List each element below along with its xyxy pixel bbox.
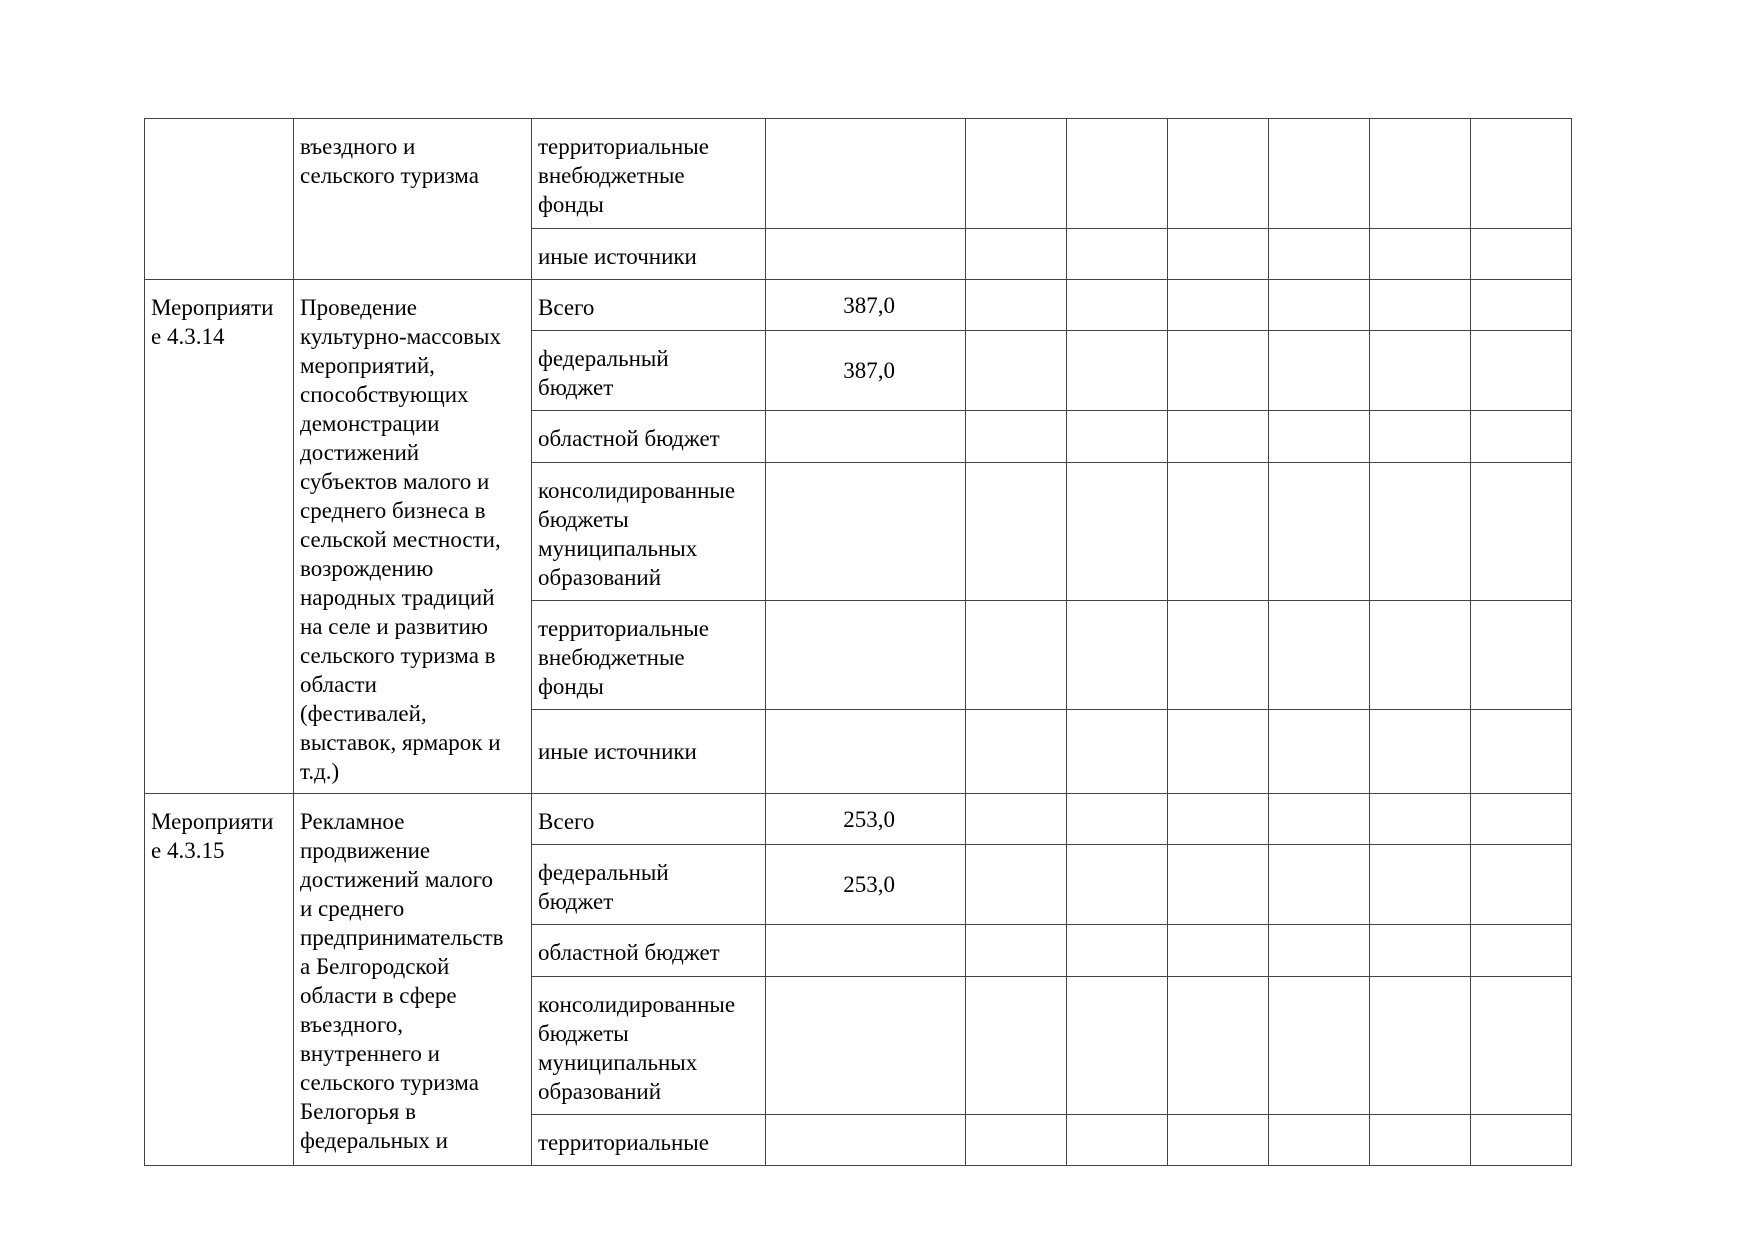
value-cell xyxy=(766,925,966,977)
year-cell xyxy=(1370,710,1471,794)
value-text: 253,0 xyxy=(843,806,895,832)
year-cell xyxy=(1370,411,1471,463)
measure-code-cell xyxy=(145,119,294,280)
year-cell xyxy=(1067,845,1168,925)
year-cell xyxy=(1370,119,1471,229)
year-cell xyxy=(1067,977,1168,1115)
year-cell xyxy=(1067,601,1168,710)
year-cell xyxy=(1471,977,1572,1115)
year-cell xyxy=(1269,845,1370,925)
year-cell xyxy=(1269,1115,1370,1166)
year-cell xyxy=(1370,1115,1471,1166)
source-cell xyxy=(532,977,766,1115)
year-cell xyxy=(1067,794,1168,845)
year-cell xyxy=(1370,977,1471,1115)
year-cell xyxy=(1168,229,1269,280)
source-cell xyxy=(532,845,766,925)
measure-code: Мероприяти е 4.3.14 xyxy=(151,295,274,349)
measure-name-cell xyxy=(294,280,532,794)
year-cell xyxy=(1269,331,1370,411)
year-cell xyxy=(1168,411,1269,463)
year-cell xyxy=(1168,119,1269,229)
year-cell xyxy=(1168,710,1269,794)
year-cell xyxy=(1370,601,1471,710)
source-label: областной бюджет xyxy=(538,426,720,451)
year-cell xyxy=(1269,229,1370,280)
year-cell xyxy=(1269,463,1370,601)
measure-code-cell xyxy=(145,794,294,1166)
year-cell xyxy=(1269,710,1370,794)
year-cell xyxy=(1269,977,1370,1115)
year-cell xyxy=(1471,331,1572,411)
year-cell xyxy=(1067,1115,1168,1166)
year-cell xyxy=(1168,331,1269,411)
year-cell xyxy=(1168,794,1269,845)
value-cell xyxy=(766,119,966,229)
year-cell xyxy=(1471,280,1572,331)
year-cell xyxy=(1067,280,1168,331)
year-cell xyxy=(1168,845,1269,925)
year-cell xyxy=(1370,845,1471,925)
source-cell xyxy=(532,794,766,845)
source-label: территориальные xyxy=(538,1130,709,1155)
year-cell xyxy=(1168,280,1269,331)
table-row xyxy=(145,119,1572,229)
year-cell xyxy=(1067,331,1168,411)
year-cell xyxy=(966,331,1067,411)
year-cell xyxy=(1471,119,1572,229)
year-cell xyxy=(1269,601,1370,710)
year-cell xyxy=(966,794,1067,845)
year-cell xyxy=(1370,331,1471,411)
measure-name-cell xyxy=(294,794,532,1166)
year-cell xyxy=(966,845,1067,925)
year-cell xyxy=(1471,1115,1572,1166)
table-row xyxy=(145,280,1572,331)
year-cell xyxy=(1067,411,1168,463)
source-cell xyxy=(532,463,766,601)
year-cell xyxy=(966,411,1067,463)
year-cell xyxy=(1471,845,1572,925)
source-cell xyxy=(532,331,766,411)
year-cell xyxy=(966,601,1067,710)
year-cell xyxy=(966,1115,1067,1166)
year-cell xyxy=(1269,794,1370,845)
year-cell xyxy=(1471,925,1572,977)
year-cell xyxy=(1168,925,1269,977)
year-cell xyxy=(1269,280,1370,331)
year-cell xyxy=(1067,710,1168,794)
year-cell xyxy=(966,463,1067,601)
year-cell xyxy=(1471,411,1572,463)
year-cell xyxy=(966,977,1067,1115)
source-label: иные источники xyxy=(538,739,697,764)
source-label: Всего xyxy=(538,809,595,834)
year-cell xyxy=(1269,925,1370,977)
year-cell xyxy=(1370,280,1471,331)
year-cell xyxy=(1168,1115,1269,1166)
year-cell xyxy=(1370,925,1471,977)
source-label: федеральный бюджет xyxy=(538,346,669,400)
value-cell xyxy=(766,977,966,1115)
value-cell xyxy=(766,411,966,463)
year-cell xyxy=(1067,925,1168,977)
year-cell xyxy=(966,710,1067,794)
year-cell xyxy=(966,280,1067,331)
year-cell xyxy=(1269,411,1370,463)
value-cell xyxy=(766,463,966,601)
year-cell xyxy=(1067,229,1168,280)
value-text: 387,0 xyxy=(843,292,895,318)
source-cell xyxy=(532,925,766,977)
year-cell xyxy=(966,119,1067,229)
year-cell xyxy=(1471,794,1572,845)
year-cell xyxy=(1471,229,1572,280)
year-cell xyxy=(1471,710,1572,794)
source-label: территориальные внебюджетные фонды xyxy=(538,134,709,217)
source-label: территориальные внебюджетные фонды xyxy=(538,616,709,699)
measure-code-cell xyxy=(145,280,294,794)
year-cell xyxy=(1269,119,1370,229)
year-cell xyxy=(1168,601,1269,710)
table-row xyxy=(145,794,1572,845)
value-cell xyxy=(766,710,966,794)
value-cell xyxy=(766,601,966,710)
year-cell xyxy=(1370,229,1471,280)
value-cell xyxy=(766,845,966,925)
source-cell xyxy=(532,411,766,463)
measure-name-cell xyxy=(294,119,532,280)
year-cell xyxy=(1471,601,1572,710)
source-label: консолидированные бюджеты муниципальных образований xyxy=(538,478,736,590)
year-cell xyxy=(1067,119,1168,229)
source-label: консолидированные бюджеты муниципальных образований xyxy=(538,992,736,1104)
source-label: иные источники xyxy=(538,244,697,269)
measure-code: Мероприяти е 4.3.15 xyxy=(151,809,274,863)
source-label: Всего xyxy=(538,295,595,320)
year-cell xyxy=(966,925,1067,977)
source-label: федеральный бюджет xyxy=(538,860,669,914)
measure-name: въездного и сельского туризма xyxy=(300,134,479,188)
measure-name: Рекламное продвижение достижений малого и среднего предпринимательств а Белгородской области в сфере въездного, внутреннего и сельского туризма Белогорья в федеральных и xyxy=(300,809,504,1153)
value-cell xyxy=(766,229,966,280)
value-cell xyxy=(766,1115,966,1166)
year-cell xyxy=(966,229,1067,280)
year-cell xyxy=(1370,794,1471,845)
source-cell xyxy=(532,1115,766,1166)
source-label: областной бюджет xyxy=(538,940,720,965)
value-cell xyxy=(766,280,966,331)
year-cell xyxy=(1168,463,1269,601)
year-cell xyxy=(1370,463,1471,601)
year-cell xyxy=(1168,977,1269,1115)
value-text: 387,0 xyxy=(843,358,895,383)
source-cell xyxy=(532,119,766,229)
source-cell xyxy=(532,229,766,280)
source-cell xyxy=(532,280,766,331)
year-cell xyxy=(1067,463,1168,601)
source-cell xyxy=(532,710,766,794)
value-cell xyxy=(766,794,966,845)
budget-table xyxy=(144,118,1572,1166)
value-cell xyxy=(766,331,966,411)
year-cell xyxy=(1471,463,1572,601)
value-text: 253,0 xyxy=(843,872,895,897)
source-cell xyxy=(532,601,766,710)
measure-name: Проведение культурно-массовых мероприятий, способствующих демонстрации достижений субъектов малого и среднего бизнеса в сельской местности, возрождению народных традиций на селе и развитию сельского туризма в области (фестивалей, выставок, ярмарок и т.д.) xyxy=(300,295,501,784)
